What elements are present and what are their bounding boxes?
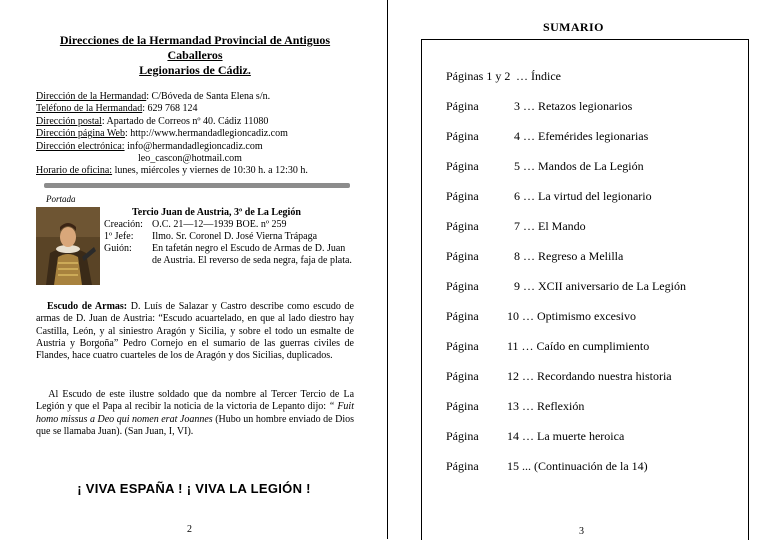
escudo-lead: Escudo de Armas: (47, 301, 128, 312)
toc-entry (446, 128, 746, 158)
toc-title: 13 … Reflexión (507, 399, 585, 413)
toc-title: 15 ... (Continuación de la 14) (507, 459, 648, 473)
info-row (36, 116, 366, 128)
info-label: Dirección página Web (36, 128, 125, 140)
toc-title: 12 … Recordando nuestra historia (507, 369, 672, 383)
toc-entry (446, 218, 746, 248)
toc-title: 10 … Optimismo excesivo (507, 309, 636, 323)
toc-entry (446, 458, 746, 488)
toc-page-label: Página (446, 459, 479, 473)
info-row (36, 103, 366, 115)
page-title (36, 33, 354, 78)
al-escudo-end: (Hubo un hombre enviado de Dios que se llamaba Juan). (San Juan, I, VI). (36, 413, 355, 437)
escudo-text: D. Luís de Salazar y Castro describe como escudo de armas de D. Juan de Austria: “Escudo acuartelado, en que al lado diestro hay Castilla, León, y al siniestro Aragón y Sicilia, y sobre el todo un esmalte de Austria y Borgoña” Pedro Cornejo en el sumario de las guerras civiles de Flandes, hace cuatro cuarteles de los de Aragón y dos Sicilias, duplicados. (36, 301, 354, 362)
toc-entry (446, 278, 746, 308)
toc-entry (446, 98, 746, 128)
portada-caption: Portada (46, 194, 76, 204)
title-line: Caballeros (167, 48, 223, 62)
toc-entry (446, 338, 746, 368)
title-line: Legionarios de Cádiz. (139, 63, 251, 77)
toc-title: 9 … XCII aniversario de La Legión (514, 279, 686, 293)
escudo-paragraph (36, 301, 354, 362)
info-label: Horario de oficina: (36, 165, 113, 177)
tercio-row (104, 219, 364, 231)
toc-page-label: Páginas 1 y 2 (446, 69, 511, 83)
tercio-row (104, 243, 364, 267)
latin-quote: “ Fuit homo missus a Deo qui nomen erat Joannes (36, 401, 354, 425)
page-number: 2 (187, 524, 192, 535)
toc-title: 11 … Caído en cumplimiento (507, 339, 650, 353)
tercio-title: Tercio Juan de Austria, 3º de La Legión (132, 207, 301, 218)
toc-page-label: Página (446, 339, 479, 353)
info-label: Dirección electrónica: (36, 140, 125, 152)
toc-title: … Índice (516, 69, 561, 83)
toc-page-label: Página (446, 159, 479, 173)
info-row (36, 128, 366, 140)
toc-title: 6 … La virtud del legionario (514, 189, 652, 203)
contact-info (36, 91, 366, 178)
page-number: 3 (579, 526, 584, 537)
tercio-value: En tafetán negro el Escudo de Armas de D. Juan de Austria. El reverso de seda negra, faja de plata. (152, 243, 352, 266)
toc-entry (446, 398, 746, 428)
toc-title: 3 … Retazos legionarios (514, 99, 633, 113)
toc-page-label: Página (446, 369, 479, 383)
viva-slogan: ¡ VIVA ESPAÑA ! ¡ VIVA LA LEGIÓN ! (77, 481, 311, 496)
toc-page-label: Página (446, 99, 479, 113)
toc-title: 7 … El Mando (514, 219, 586, 233)
toc-title: 4 … Efemérides legionarias (514, 129, 649, 143)
toc-entry (446, 368, 746, 398)
toc-page-label: Página (446, 309, 479, 323)
toc-title: 14 … La muerte heroica (507, 429, 625, 443)
tercio-key: Creación: (104, 219, 143, 230)
section-rule (44, 183, 350, 188)
tercio-value: O.C. 21—12—1939 BOE. nº 259 (152, 219, 287, 230)
tercio-value: Ilmo. Sr. Coronel D. José Vierna Trápaga (152, 231, 318, 242)
tercio-details (104, 219, 364, 267)
toc-entry (446, 428, 746, 458)
info-row (36, 91, 366, 103)
toc-page-label: Página (446, 219, 479, 233)
info-value: : 629 768 124 (142, 103, 198, 115)
title-line: Direcciones de la Hermandad Provincial de Antiguos (59, 33, 331, 47)
info-email-secondary: leo_cascon@hotmail.com (138, 153, 242, 165)
info-value: : http://www.hermandadlegioncadiz.com (124, 128, 288, 140)
toc-title: 8 … Regreso a Melilla (514, 249, 624, 263)
info-value: lunes, miércoles y viernes de 10:30 h. a 12:30 h. (112, 165, 308, 177)
toc-page-label: Página (446, 129, 479, 143)
info-label: Dirección de la Hermandad (36, 91, 147, 102)
info-value: : Apartado de Correos nº 40. Cádiz 11080 (101, 115, 269, 127)
toc-title: 5 … Mandos de La Legión (514, 159, 644, 173)
al-escudo-paragraph (36, 389, 354, 438)
info-value: : C/Bóveda de Santa Elena s/n. (146, 91, 271, 102)
info-row (36, 141, 366, 153)
toc-entry (446, 248, 746, 278)
tercio-key: 1º Jefe: (104, 231, 134, 242)
sumario-title: SUMARIO (543, 20, 604, 34)
toc-page-label: Página (446, 399, 479, 413)
info-row (36, 165, 366, 177)
portrait-image (36, 207, 100, 285)
toc-page-label: Página (446, 249, 479, 263)
tercio-key: Guión: (104, 243, 132, 254)
tercio-row (104, 231, 364, 243)
al-escudo-text: Al Escudo de este ilustre soldado que da nombre al Tercer Tercio de La Legión y que el Papa al recibir la noticia de la victoria de Lepanto dijo: (36, 389, 355, 413)
toc-entry (446, 188, 746, 218)
info-value: info@hermandadlegioncadiz.com (124, 140, 263, 152)
toc-page-label: Página (446, 189, 479, 203)
table-of-contents (446, 68, 746, 488)
info-label: Teléfono de la Hermandad (36, 103, 143, 115)
info-label: Dirección postal (36, 115, 102, 127)
toc-entry (446, 68, 746, 98)
toc-entry (446, 158, 746, 188)
toc-page-label: Página (446, 279, 479, 293)
toc-entry (446, 308, 746, 338)
right-page (389, 0, 773, 539)
toc-page-label: Página (446, 429, 479, 443)
